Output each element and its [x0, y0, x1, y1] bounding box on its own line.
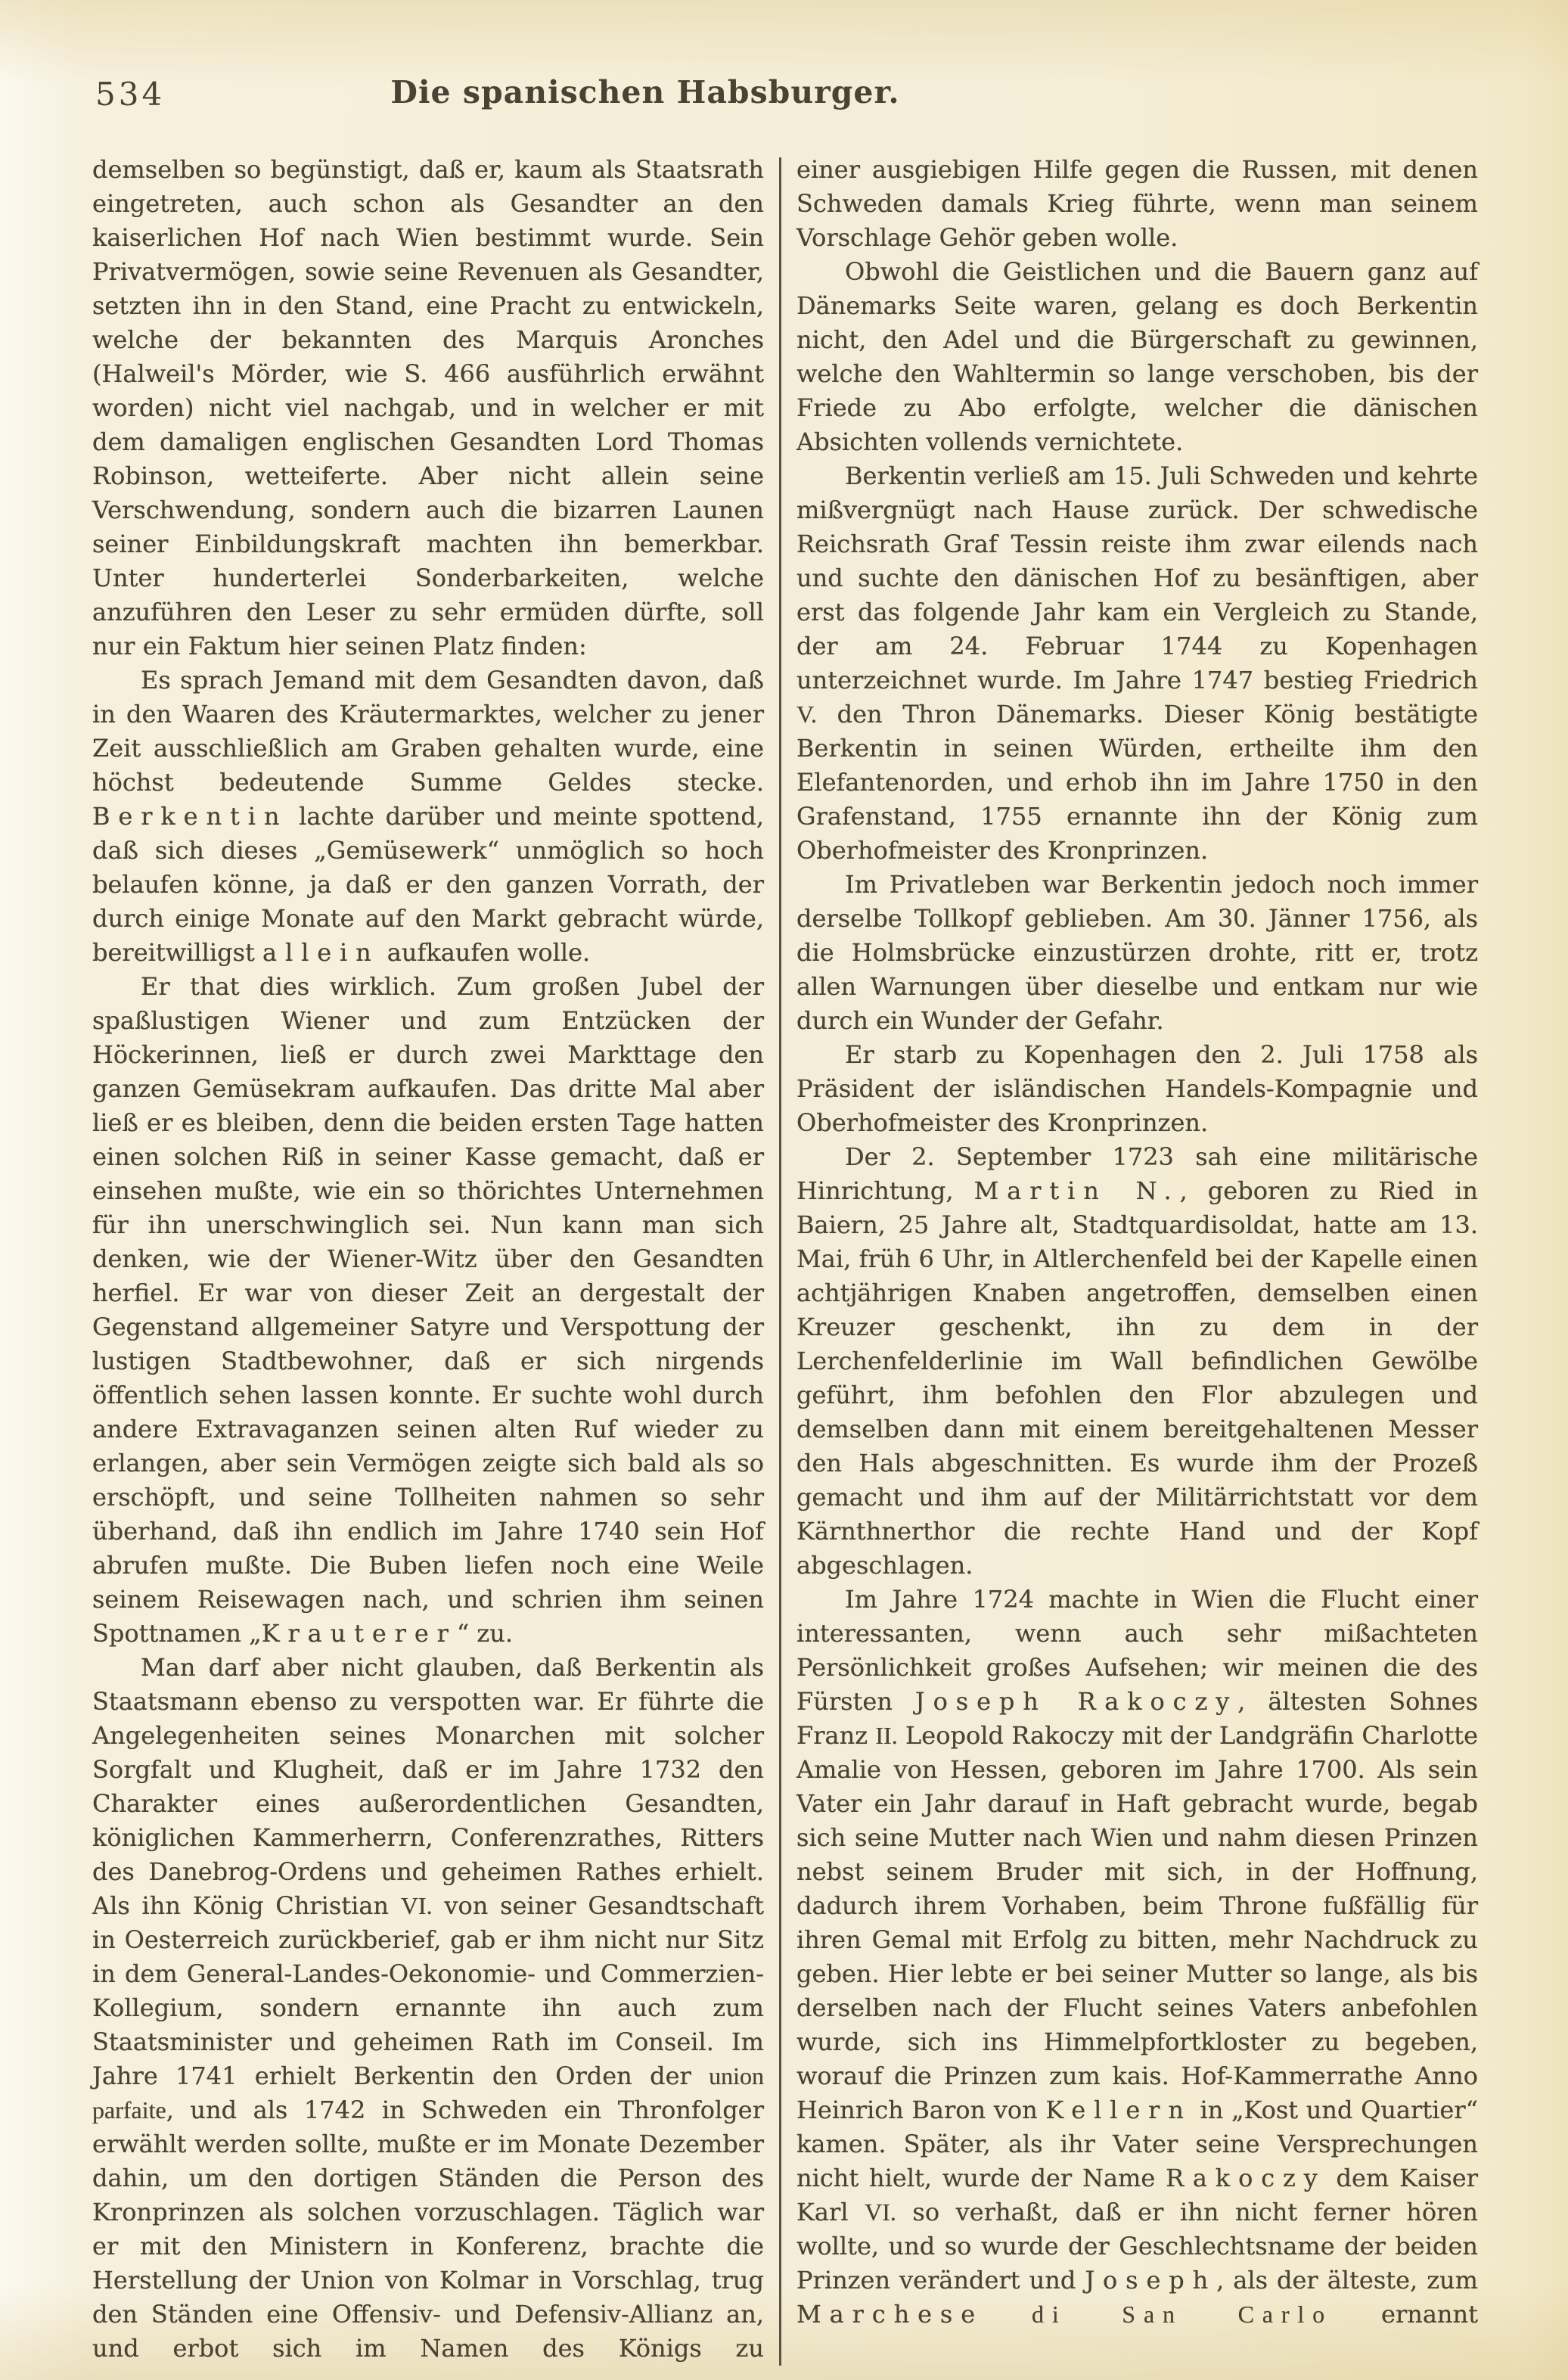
text-segment: lachte darüber und meinte spottend, daß sich dieses „Gemüsewerk“ unmöglich so hoch belaufen könne, ja daß er den ganzen Vorrath, der durch einige Monate auf den Markt gebracht würde, bereitwilligst	[92, 802, 764, 967]
column-divider	[779, 157, 781, 2366]
text-segment: aufkaufen wolle.	[379, 938, 591, 967]
text-segment: Rakoczy	[1166, 2164, 1326, 2192]
text-segment: Martin N.	[973, 1176, 1180, 1205]
text-segment: so verhaßt, daß er ihn nicht ferner hören wollte, und so wurde der Geschlechtsname der beiden Prinzen verändert und	[796, 2198, 1479, 2295]
text-segment: dem Kaiser Karl	[796, 2164, 1478, 2226]
text-segment: “ zu.	[456, 1619, 514, 1648]
text-segment: , und als 1742 in Schweden ein Thronfolger erwählt werden sollte, mußte er im Monate Dezember dahin, um den dortigen Ständen die Person des Kronprinzen als solchen vorzuschlagen. Täglich war er mit den Ministern in Konferenz, brachte die Herstellung der Union von Kolmar in Vorschlag, trug den Ständen eine Offensiv- und Defensiv-Allianz an, und erbot sich im Namen des Königs zu	[92, 2096, 764, 2363]
paragraph	[92, 153, 764, 663]
text-segment: allein	[262, 938, 380, 967]
paragraph	[92, 970, 764, 1651]
text-segment: Joseph	[1085, 2266, 1217, 2295]
text-segment: , ältesten Sohnes Franz	[796, 1687, 1479, 1750]
text-segment: Obwohl die Geistlichen und die Bauern ganz auf Dänemarks Seite waren, gelang es doch Berkentin nicht, den Adel und die Bürgerschaft zu gewinnen, welche den Wahltermin so lange verschoben, bis der Friede zu Abo erfolgte, welcher die dänischen Absichten vollends vernichtete.	[796, 257, 1478, 456]
text-segment: Leopold Rakoczy mit der Landgräfin Charlotte Amalie von Hessen, geboren im Jahre 1700. Als sein Vater ein Jahr darauf in Haft gebracht wurde, begab sich seine Mutter nach Wien und nahm diesen Prinzen nebst seinem Bruder mit sich, in der Hoffnung, dadurch ihrem Vorhaben, beim Throne fußfällig für ihren Gemal mit Erfolg zu bitten, mehr Nachdruck zu geben. Hier lebte er bei seiner Mutter so lange, als bis derselben nach der Flucht seines Vaters anbefohlen wurde, sich ins Himmelpfortkloster zu begeben, worauf die Prinzen zum kais. Hof-Kammerrathe Anno Heinrich Baron von	[796, 1721, 1479, 2124]
text-columns	[92, 153, 1478, 2366]
paragraph	[92, 663, 764, 970]
paragraph	[796, 459, 1478, 868]
text-segment: II.	[875, 1722, 898, 1749]
text-segment: demselben so begünstigt, daß er, kaum als Staatsrath eingetreten, auch schon als Gesandter an den kaiserlichen Hof nach Wien bestimmt wurde. Sein Privatvermögen, sowie seine Revenuen als Gesandter, setzten ihn in den Stand, eine Pracht zu entwickeln, welche der bekannten des Marquis Aronches (Halweil's Mörder, wie S. 466 ausführlich erwähnt worden) nicht viel nachgab, und in welcher er mit dem damaligen englischen Gesandten Lord Thomas Robinson, wetteiferte. Aber nicht allein seine Verschwendung, sondern auch die bizarren Launen seiner Einbildungskraft machten ihn bemerkbar. Unter hunderterlei Sonderbarkeiten, welche anzuführen den Leser zu sehr ermüden dürfte, soll nur ein Faktum hier seinen Platz finden:	[92, 155, 764, 660]
page-number: 534	[95, 76, 166, 113]
text-segment: Der 2. September 1723 sah eine militärische Hinrichtung,	[796, 1142, 1478, 1205]
page-header	[0, 0, 1568, 151]
paragraph	[796, 868, 1478, 1038]
text-segment: , geboren zu Ried in Baiern, 25 Jahre alt, Stadtquardisoldat, hatte am 13. Mai, früh 6 Uhr, in Altlerchenfeld bei der Kapelle einen achtjährigen Knaben angetroffen, demselben einen Kreuzer geschenkt, ihn zu dem in der Lerchenfelderlinie im Wall befindlichen Gewölbe geführt, ihm befohlen den Flor abzulegen und demselben dann mit einem bereitgehaltenen Messer den Hals abgeschnitten. Es wurde ihm der Prozeß gemacht und ihm auf der Militärrichtstatt vor dem Kärnthnerthor die rechte Hand und der Kopf abgeschlagen.	[796, 1176, 1479, 1580]
paragraph	[796, 255, 1478, 459]
paragraph	[796, 1583, 1478, 2332]
text-segment: VI.	[865, 2198, 896, 2226]
text-segment: Kellern	[1045, 2096, 1192, 2124]
text-segment: union parfaite	[92, 2062, 764, 2124]
paragraph	[796, 153, 1478, 255]
text-segment: V.	[796, 701, 817, 728]
text-segment: Krauterer	[261, 1619, 457, 1648]
text-segment: Joseph Rakoczy	[914, 1687, 1238, 1716]
text-segment: einer ausgiebigen Hilfe gegen die Russen, mit denen Schweden damals Krieg führte, wenn man seinem Vorschlage Gehör geben wolle.	[796, 155, 1478, 252]
text-segment: ernannt	[1333, 2300, 1479, 2329]
page-title: Die spanischen Habsburger.	[390, 74, 900, 110]
text-segment: Im Privatleben war Berkentin jedoch noch immer derselbe Tollkopf geblieben. Am 30. Jänner 1756, als die Holmsbrücke einzustürzen drohte, ritt er, trotz allen Warnungen über dieselbe und entkam nur wie durch ein Wunder der Gefahr.	[796, 870, 1478, 1035]
text-segment: Er that dies wirklich. Zum großen Jubel der spaßlustigen Wiener und zum Entzücken der Höckerinnen, ließ er durch zwei Markttage den ganzen Gemüsekram aufkaufen. Das dritte Mal aber ließ er es bleiben, denn die beiden ersten Tage hatten einen solchen Riß in seiner Kasse gemacht, daß er einsehen mußte, wie ein so thörichtes Unternehmen für ihn unerschwinglich sei. Nun kann man sich denken, wie der Wiener-Witz über den Gesandten herfiel. Er war von dieser Zeit an dergestalt der Gegenstand allgemeiner Satyre und Verspottung der lustigen Stadtbewohner, daß er sich nirgends öffentlich sehen lassen konnte. Er suchte wohl durch andere Extravaganzen seinen alten Ruf wieder zu erlangen, aber sein Vermögen zeigte sich bald als so erschöpft, und seine Tollheiten nahmen so sehr überhand, daß ihn endlich im Jahre 1740 sein Hof abrufen mußte. Die Buben liefen noch eine Weile seinem Reisewagen nach, und schrien ihm seinen Spottnamen „	[92, 972, 764, 1648]
text-segment: Er starb zu Kopenhagen den 2. Juli 1758 als Präsident der isländischen Handels-Kompagnie und Oberhofmeister des Kronprinzen.	[796, 1040, 1478, 1137]
paragraph	[796, 1140, 1478, 1583]
text-segment: di San Carlo	[1031, 2301, 1334, 2328]
text-segment: Man darf aber nicht glauben, daß Berkentin als Staatsmann ebenso zu verspotten war. Er führte die Angelegenheiten seines Monarchen mit solcher Sorgfalt und Klugheit, daß er im Jahre 1732 den Charakter eines außerordentlichen Gesandten, königlichen Kammerherrn, Conferenzrathes, Ritters des Danebrog-Ordens und geheimen Rathes erhielt. Als ihn König Christian	[92, 1653, 764, 1920]
text-segment: , als der älteste, zum	[1216, 2266, 1479, 2295]
paragraph	[796, 1038, 1478, 1140]
text-segment: Marchese	[796, 2300, 984, 2329]
column-right	[796, 153, 1478, 2366]
text-segment	[983, 2300, 1032, 2329]
text-segment: VI.	[400, 1892, 433, 1919]
text-segment: in „Kost und Quartier“ kamen. Später, als ihr Vater seine Versprechungen nicht hielt, wurde der Name	[796, 2096, 1479, 2192]
text-segment: von seiner Gesandtschaft in Oesterreich zurückberief, gab er ihm nicht nur Sitz in dem General-Landes-Oekonomie- und Commerzien-Kollegium, sondern ernannte ihn auch zum Staatsminister und geheimen Rath im Conseil. Im Jahre 1741 erhielt Berkentin den Orden der	[92, 1891, 764, 2090]
text-segment: Im Jahre 1724 machte in Wien die Flucht einer interessanten, wenn auch sehr mißachteten Persönlichkeit großes Aufsehen; wir meinen die des Fürsten	[796, 1585, 1478, 1716]
text-segment: Es sprach Jemand mit dem Gesandten davon, daß in den Waaren des Kräutermarktes, welcher zu jener Zeit ausschließlich am Graben gehalten wurde, eine höchst bedeutende Summe Geldes stecke.	[92, 666, 764, 797]
text-segment: den Thron Dänemarks. Dieser König bestätigte Berkentin in seinen Würden, ertheilte ihm den Elefantenorden, und erhob ihn im Jahre 1750 in den Grafenstand, 1755 ernannte ihn der König zum Oberhofmeister des Kronprinzen.	[796, 700, 1478, 865]
paragraph	[92, 1651, 764, 2366]
column-left	[92, 153, 764, 2366]
text-segment: Berkentin	[92, 802, 288, 831]
text-segment: Berkentin verließ am 15. Juli Schweden und kehrte mißvergnügt nach Hause zurück. Der schwedische Reichsrath Graf Tessin reiste ihm zwar eilends nach und suchte den dänischen Hof zu besänftigen, aber erst das folgende Jahr kam ein Vergleich zu Stande, der am 24. Februar 1744 zu Kopenhagen unterzeichnet wurde. Im Jahre 1747 bestieg Friedrich	[796, 461, 1478, 694]
